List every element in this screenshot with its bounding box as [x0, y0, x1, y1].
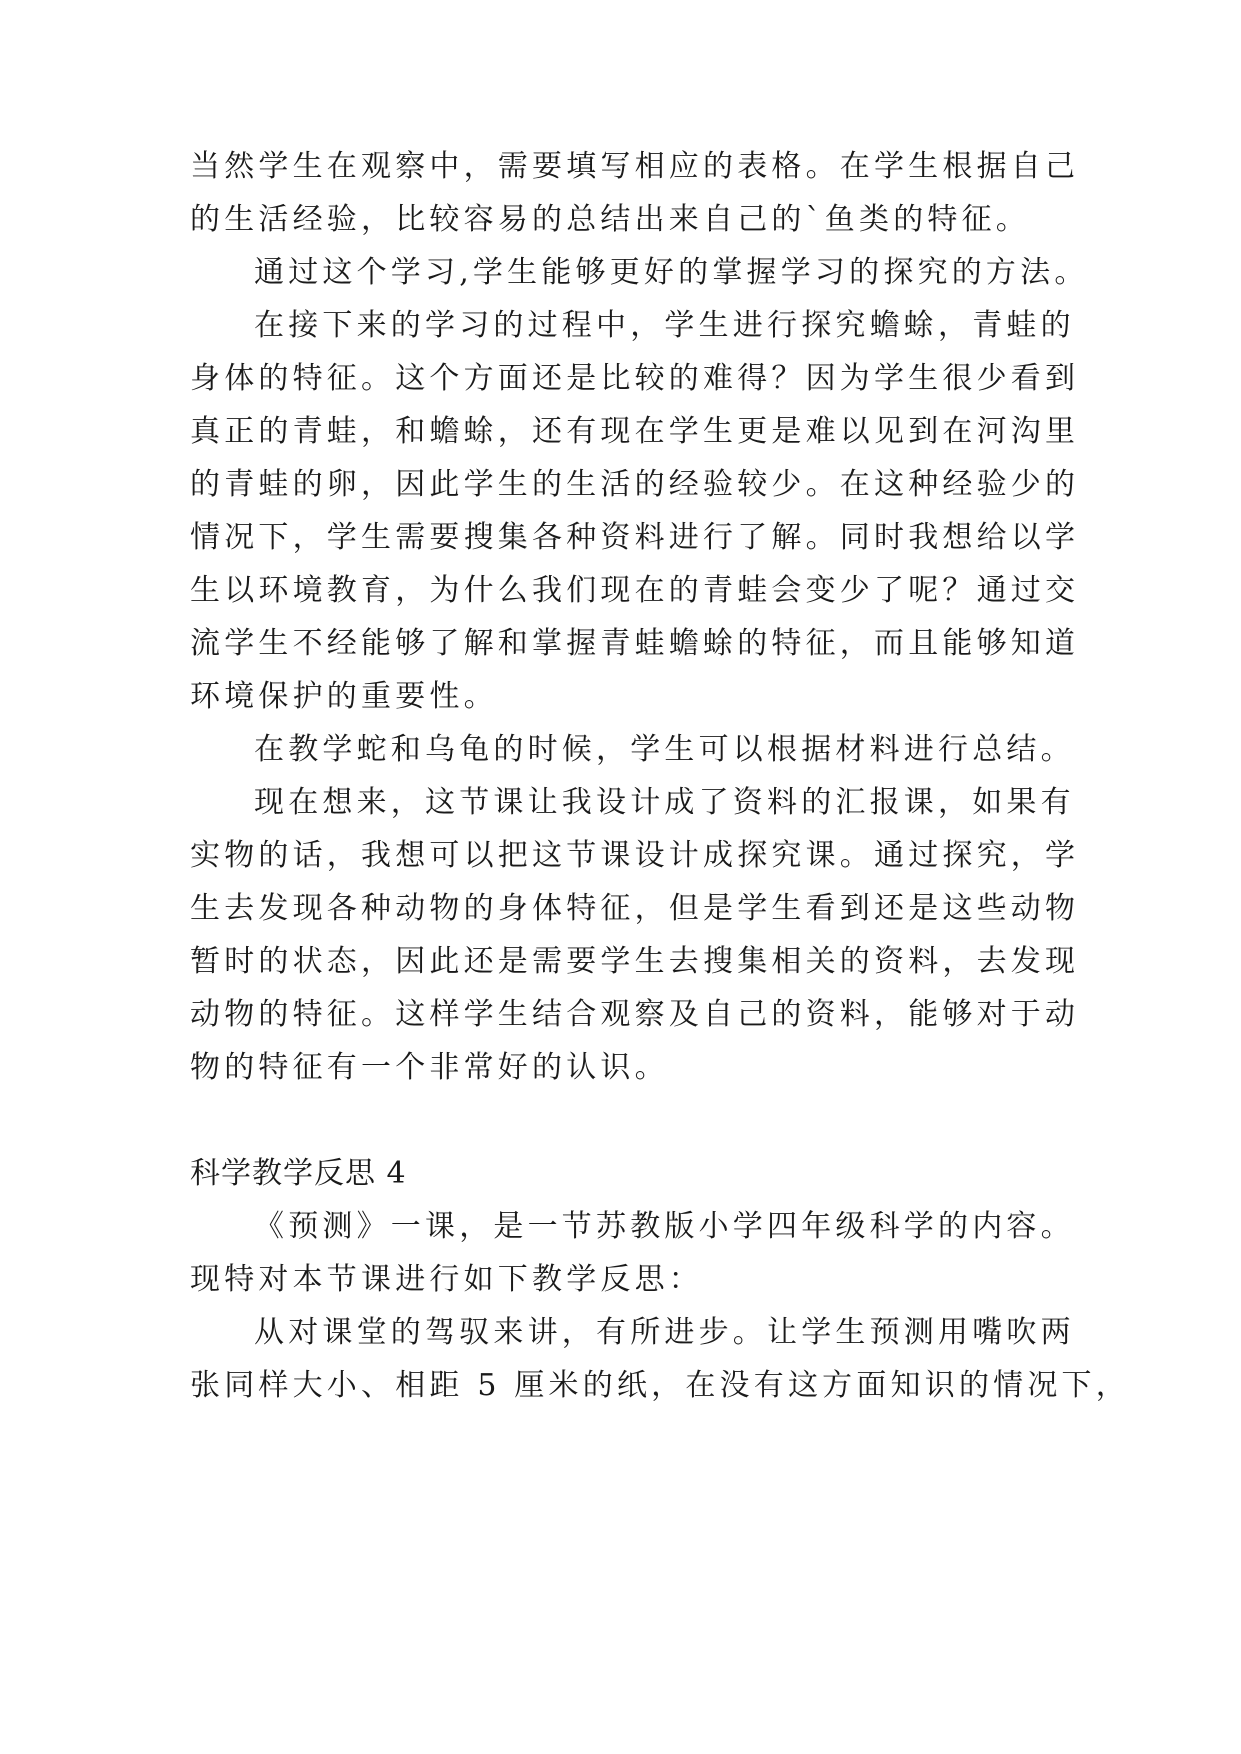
section-title: 科学教学反思 4: [190, 1156, 407, 1191]
text-line: 的青蛙的卵，因此学生的生活的经验较少。在这种经验少的: [190, 467, 1080, 502]
text-line: 环境保护的重要性。: [190, 679, 498, 714]
text-line: 现在想来，这节课让我设计成了资料的汇报课，如果有: [254, 785, 1075, 820]
text-line: 生去发现各种动物的身体特征，但是学生看到还是这些动物: [190, 891, 1080, 926]
text-line: 生以环境教育，为什么我们现在的青蛙会变少了呢？通过交: [190, 573, 1080, 608]
text-line: 在教学蛇和乌龟的时候，学生可以根据材料进行总结。: [254, 732, 1075, 767]
text-line: 流学生不经能够了解和掌握青蛙蟾蜍的特征，而且能够知道: [190, 626, 1080, 661]
text-line: 情况下，学生需要搜集各种资料进行了解。同时我想给以学: [190, 520, 1080, 555]
text-line: 《预测》一课，是一节苏教版小学四年级科学的内容。: [254, 1209, 1075, 1244]
text-line: 动物的特征。这样学生结合观察及自己的资料，能够对于动: [190, 997, 1080, 1032]
text-line: 现特对本节课进行如下教学反思：: [190, 1262, 703, 1297]
text-line: 身体的特征。这个方面还是比较的难得？因为学生很少看到: [190, 361, 1080, 396]
text-line: 真正的青蛙，和蟾蜍，还有现在学生更是难以见到在河沟里: [190, 414, 1080, 449]
text-line: 当然学生在观察中，需要填写相应的表格。在学生根据自己: [190, 149, 1080, 184]
text-line: 在接下来的学习的过程中，学生进行探究蟾蜍，青蛙的: [254, 308, 1075, 343]
text-line: 的生活经验，比较容易的总结出来自己的`鱼类的特征。: [190, 202, 1030, 237]
text-line: 物的特征有一个非常好的认识。: [190, 1050, 669, 1085]
text-line: 通过这个学习,学生能够更好的掌握学习的探究的方法。: [254, 255, 1089, 290]
text-line: 张同样大小、相距 5 厘米的纸，在没有这方面知识的情况下，: [190, 1368, 1130, 1403]
text-line: 暂时的状态，因此还是需要学生去搜集相关的资料，去发现: [190, 944, 1080, 979]
text-line: 从对课堂的驾驭来讲，有所进步。让学生预测用嘴吹两: [254, 1315, 1075, 1350]
text-line: 实物的话，我想可以把这节课设计成探究课。通过探究，学: [190, 838, 1080, 873]
